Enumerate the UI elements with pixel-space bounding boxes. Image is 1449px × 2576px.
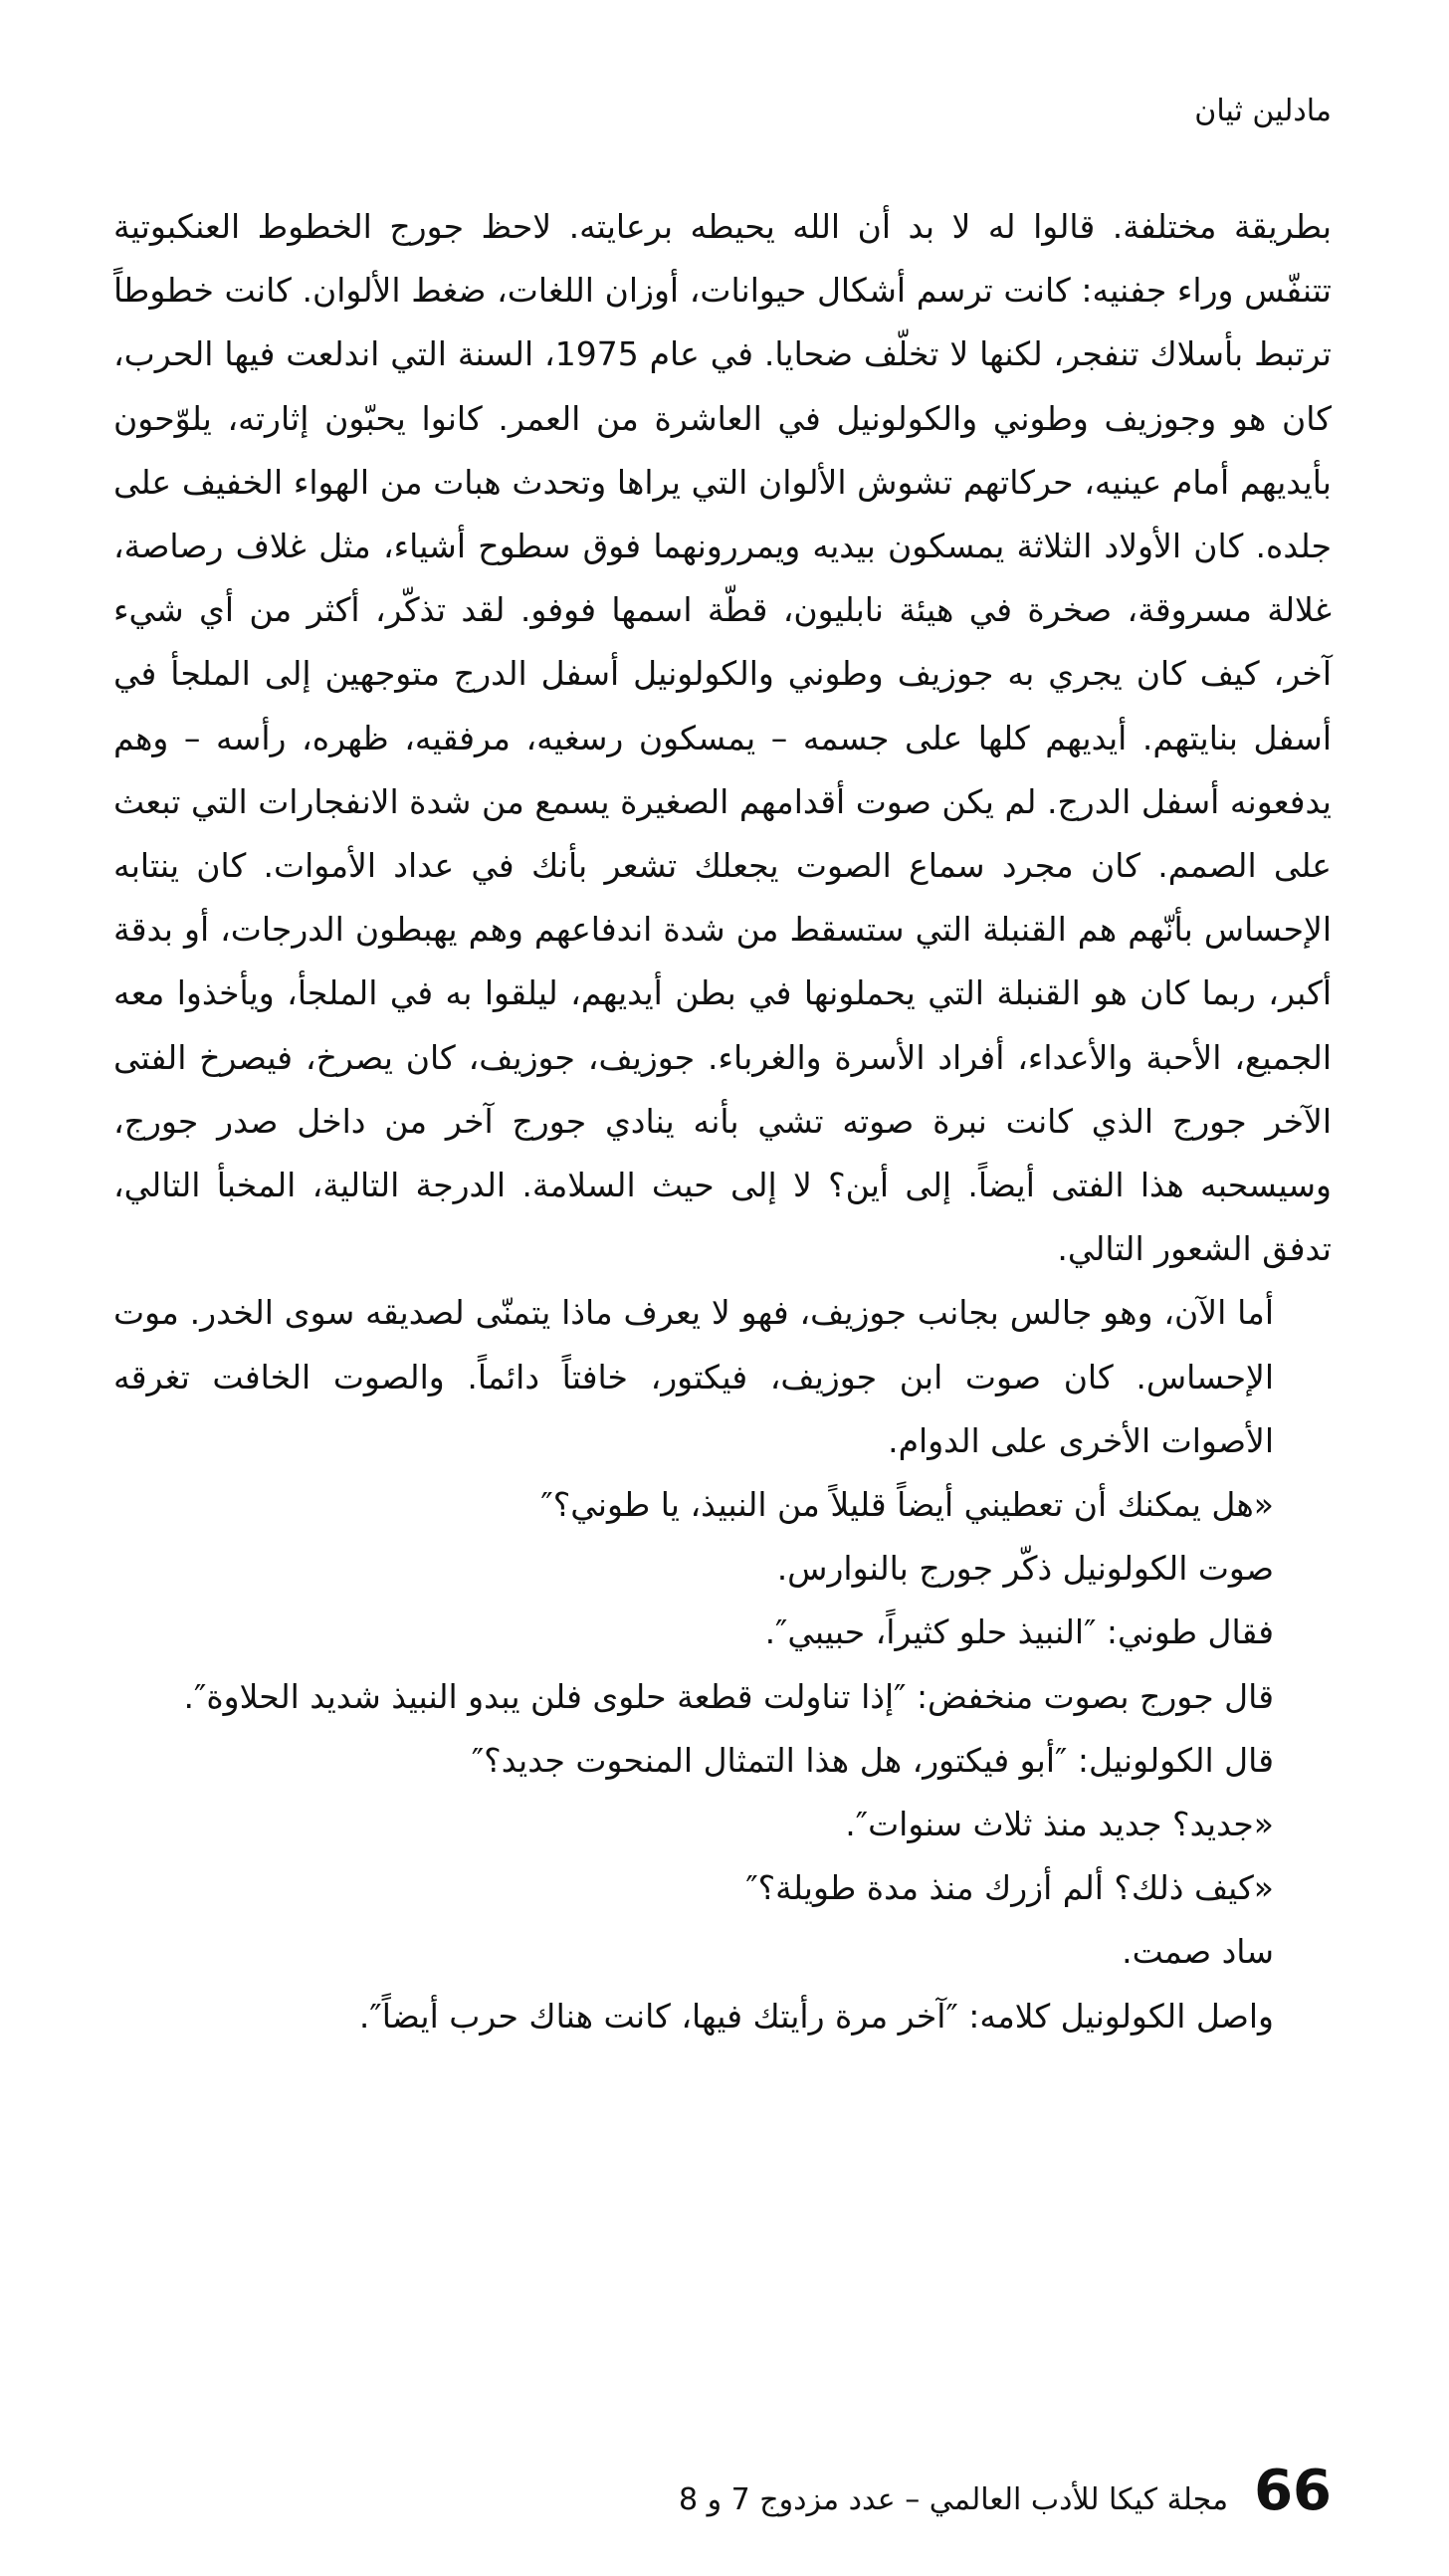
paragraph: بطريقة مختلفة. قالوا له لا بد أن الله يحيطه برعايته. لاحظ جورج الخطوط العنكبوتية تتنفّس وراء جفنيه: كانت ترسم أشكال حيوانات، أوزان اللغات، ضغط الألوان. كانت خطوطاً ترتبط بأسلاك تنفجر، لكنها لا تخلّف ضحايا. في عام 1975، السنة التي اندلعت فيها الحرب، كان هو وجوزيف وطوني والكولونيل في العاشرة من العمر. كانوا يحبّون إثارته، يلوّحون بأيديهم أمام عينيه، حركاتهم تشوش الألوان التي يراها وتحدث هبات من الهواء الخفيف على جلده. كان الأولاد الثلاثة يمسكون بيديه ويمررونهما فوق سطوح أشياء، مثل غلاف رصاصة، غلالة مسروقة، صخرة في هيئة نابليون، قطّة اسمها فوفو. لقد تذكّر، أكثر من أي شيء آخر، كيف كان يجري به جوزيف وطوني والكولونيل أسفل الدرج متوجهين إلى الملجأ في أسفل بنايتهم. أيديهم كلها على جسمه – يمسكون رسغيه، مرفقيه، ظهره، رأسه – وهم يدفعونه أسفل الدرج. لم يكن صوت أقدامهم الصغيرة يسمع من شدة الانفجارات التي تبعث على الصمم. كان مجرد سماع الصوت يجعلك تشعر بأنك في عداد الأموات. كان ينتابه الإحساس بأنّهم هم القنبلة التي ستسقط من شدة اندفاعهم وهم يهبطون الدرجات، أو بدقة أكبر، ربما كان هو القنبلة التي يحملونها في بطن أيديهم، ليلقوا به في الملجأ، ويأخذوا معه الجميع، الأحبة والأعداء، أفراد الأسرة والغرباء. جوزيف، جوزيف، كان يصرخ، فيصرخ الفتى الآخر جورج الذي كانت نبرة صوته تشي بأنه ينادي جورج آخر من داخل صدر جورج، وسيسحبه هذا الفتى أيضاً. إلى أين؟ لا إلى حيث السلامة. الدرجة التالية، المخبأ التالي، تدفق الشعور التالي. xyxy=(113,207,1332,1269)
paragraph: صوت الكولونيل ذكّر جورج بالنوارس. xyxy=(776,1549,1274,1589)
dialogue-line: قال جورج بصوت منخفض: ″إذا تناولت قطعة حلوى فلن يبدو النبيذ شديد الحلاوة″. xyxy=(183,1676,1274,1716)
dialogue-line: واصل الكولونيل كلامه: ″آخر مرة رأيتك فيها، كانت هناك حرب أيضاً″. xyxy=(358,1996,1274,2036)
dialogue-line: «كيف ذلك؟ ألم أزرك منذ مدة طويلة؟″ xyxy=(745,1868,1274,1908)
journal-title: مجلة كيكا للأدب العالمي – عدد مزدوج 7 و 8 xyxy=(679,2482,1229,2517)
page-number: 66 xyxy=(1254,2459,1332,2523)
body-text xyxy=(113,195,1332,2048)
paragraph: أما الآن، وهو جالس بجانب جوزيف، فهو لا يعرف ماذا يتمنّى لصديقه سوى الخدر. موت الإحساس. كان صوت ابن جوزيف، فيكتور، خافتاً دائماً. والصوت الخافت تغرقه الأصوات الأخرى على الدوام. xyxy=(113,1293,1274,1460)
dialogue-line: قال الكولونيل: ″أبو فيكتور، هل هذا التمثال المنحوت جديد؟″ xyxy=(471,1740,1274,1780)
paragraph: ساد صمت. xyxy=(1122,1932,1274,1972)
page-footer xyxy=(679,2457,1332,2526)
dialogue-line: فقال طوني: ″النبيذ حلو كثيراً، حبيبي″. xyxy=(764,1612,1274,1652)
dialogue-line: «جديد؟ جديد منذ ثلاث سنوات″. xyxy=(845,1805,1274,1844)
running-head-author: مادلين ثيان xyxy=(1194,94,1332,128)
dialogue-line: «هل يمكنك أن تعطيني أيضاً قليلاً من النبيذ، يا طوني؟″ xyxy=(540,1485,1274,1525)
